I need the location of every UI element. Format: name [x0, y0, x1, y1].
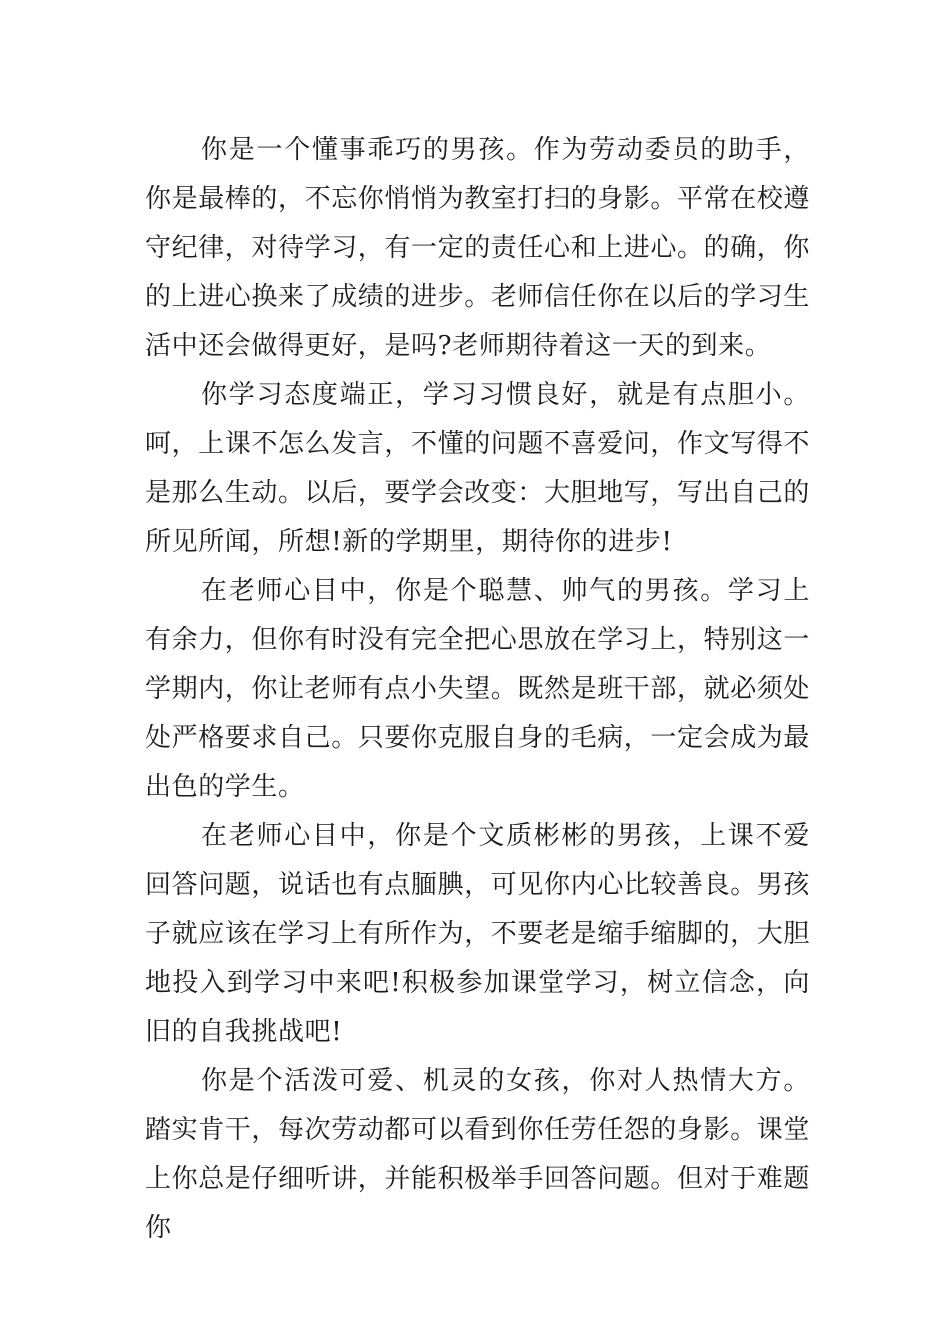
paragraph-1: 你是一个懂事乖巧的男孩。作为劳动委员的助手，你是最棒的，不忘你悄悄为教室打扫的身影。平常在校遵守纪律，对待学习，有一定的责任心和上进心。的确，你的上进心换来了成绩的进步。老师信任你在以后的学习生活中还会做得更好，是吗?老师期待着这一天的到来。	[145, 135, 811, 361]
paragraph-5: 你是个活泼可爱、机灵的女孩，你对人热情大方。踏实肯干，每次劳动都可以看到你任劳任怨的身影。课堂上你总是仔细听讲，并能积极举手回答问题。但对于难题你	[145, 1066, 811, 1243]
paragraph-4: 在老师心目中，你是个文质彬彬的男孩，上课不爱回答问题，说话也有点腼腆，可见你内心比较善良。男孩子就应该在学习上有所作为，不要老是缩手缩脚的，大胆地投入到学习中来吧!积极参加课堂学习，树立信念，向旧的自我挑战吧!	[145, 821, 811, 1047]
paragraph-3: 在老师心目中，你是个聪慧、帅气的男孩。学习上有余力，但你有时没有完全把心思放在学习上，特别这一学期内，你让老师有点小失望。既然是班干部，就必须处处严格要求自己。只要你克服自身的毛病，一定会成为最出色的学生。	[145, 576, 811, 802]
document-body	[145, 126, 810, 1253]
paragraph-2: 你学习态度端正，学习习惯良好，就是有点胆小。呵，上课不怎么发言，不懂的问题不喜爱问，作文写得不是那么生动。以后，要学会改变：大胆地写，写出自己的所见所闻，所想!新的学期里，期待你的进步!	[145, 380, 811, 557]
